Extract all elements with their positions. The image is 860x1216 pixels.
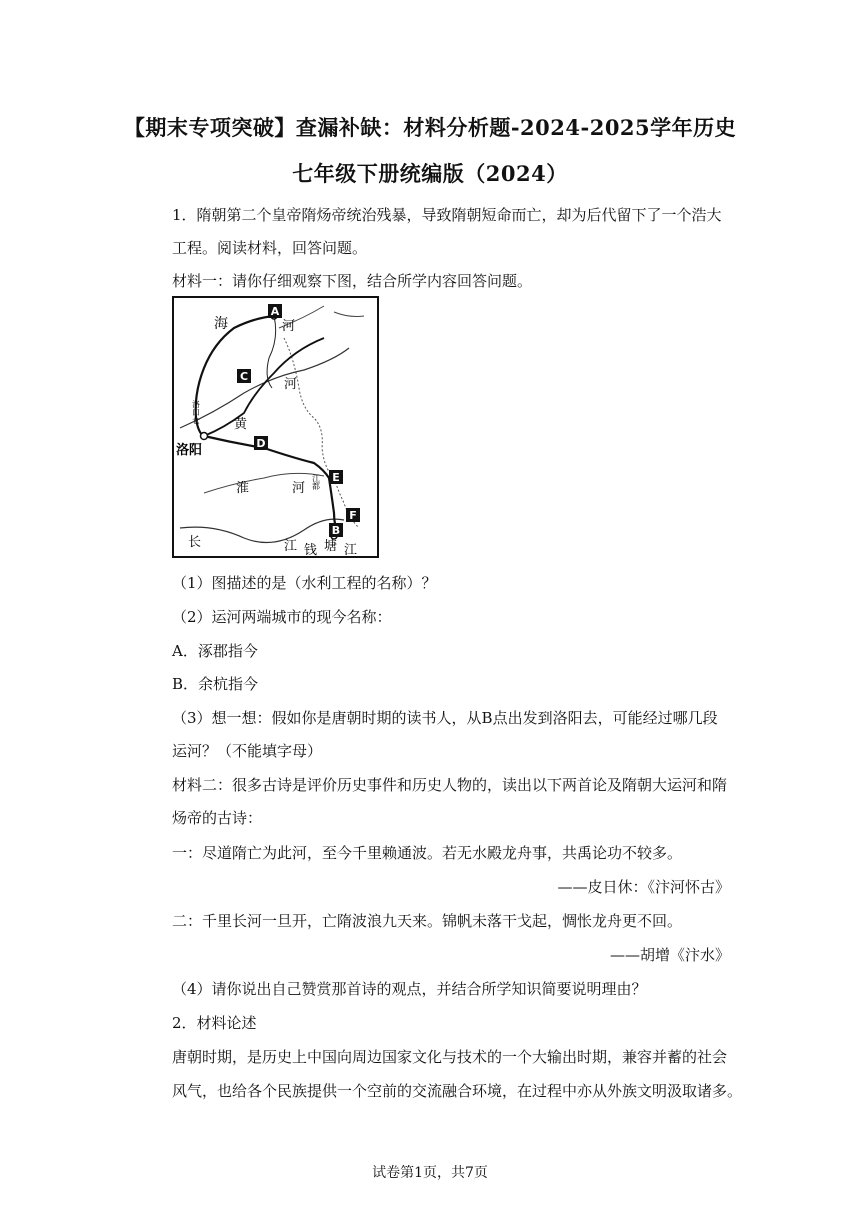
- q1-sub1: （1）图描述的是（水利工程的名称）？: [172, 574, 437, 592]
- poem2: 二：千里长河一旦开，亡隋波浪九天来。锦帆未落干戈起，惆怅龙舟更不回。: [172, 912, 683, 930]
- doc-title-line1: 【期末专项突破】查漏补缺：材料分析题-2024-2025学年历史: [123, 115, 737, 140]
- marker-b: [329, 523, 343, 537]
- page-footer: 试卷第1页，共7页: [372, 1165, 488, 1181]
- poem2-author: ——胡增《汴水》: [609, 946, 730, 964]
- marker-f: [346, 508, 360, 522]
- map-label-jiangdu: 江都: [311, 474, 321, 490]
- marker-e: [329, 470, 343, 484]
- map-label-huang: 黄: [234, 417, 248, 432]
- poem1: 一：尽道隋亡为此河，至今千里赖通波。若无水殿龙舟事，共禹论功不较多。: [172, 844, 683, 862]
- q1-sub4: （4）请你说出自己赞赏那首诗的观点，并结合所学知识简要说明理由？: [172, 980, 647, 998]
- q1-option-a: A．涿郡指今: [172, 642, 258, 660]
- material2-line1: 材料二：很多古诗是评价历史事件和历史人物的，读出以下两首论及隋朝大运河和隋: [172, 776, 728, 794]
- q1-option-b: B．余杭指今: [172, 675, 259, 693]
- grand-canal-map: [172, 296, 379, 558]
- map-label-jiang2: 江: [344, 543, 358, 556]
- q1-sub3-line1: （3）想一想：假如你是唐朝时期的读书人，从B点出发到洛阳去，可能经过哪几段: [172, 709, 718, 727]
- q1-sub3-line2: 运河？（不能填字母）: [172, 742, 323, 760]
- svg-text:F: F: [349, 509, 357, 522]
- poem1-author: ——皮日休：《汴河怀古》: [557, 878, 730, 896]
- q1-intro-line2: 工程。阅读材料，回答问题。: [172, 239, 368, 257]
- svg-text:B: B: [331, 524, 341, 537]
- q1-sub2: （2）运河两端城市的现今名称：: [172, 608, 392, 626]
- svg-text:C: C: [239, 370, 249, 383]
- map-label-he3: 河: [292, 481, 306, 496]
- q2-text-line1: 唐朝时期，是历史上中国向周边国家文化与技术的一个大输出时期，兼容并蓄的社会: [172, 1048, 728, 1066]
- svg-text:E: E: [332, 471, 340, 484]
- map-label-luokoucang: 洛口仓: [191, 400, 201, 424]
- map-label-huai: 淮: [236, 481, 250, 496]
- map-label-chang: 长: [188, 535, 202, 550]
- map-label-hai: 海: [214, 316, 228, 332]
- svg-text:A: A: [270, 305, 280, 318]
- material2-line2: 炀帝的古诗：: [172, 809, 263, 827]
- map-label-luoyang: 洛阳: [176, 443, 203, 458]
- map-label-he2: 河: [284, 377, 298, 392]
- doc-title-line2: 七年级下册统编版（2024）: [292, 161, 568, 186]
- map-label-qian: 钱: [304, 543, 318, 556]
- q2-heading: 2．材料论述: [172, 1014, 257, 1032]
- marker-c: [237, 369, 251, 383]
- map-label-jiang1: 江: [284, 539, 298, 554]
- marker-a: [268, 304, 282, 318]
- q1-intro-line1: 1．隋朝第二个皇帝隋炀帝统治残暴，导致隋朝短命而亡，却为后代留下了一个浩大: [172, 206, 722, 224]
- q2-text-line2: 风气，也给各个民族提供一个空前的交流融合环境，在过程中亦从外族文明汲取诸多。: [172, 1082, 743, 1100]
- material1-label: 材料一：请你仔细观察下图，结合所学内容回答问题。: [172, 272, 533, 290]
- svg-text:D: D: [256, 437, 266, 450]
- map-label-he1: 河: [282, 319, 296, 334]
- marker-d: [254, 436, 268, 450]
- map-label-tang: 塘: [324, 539, 338, 554]
